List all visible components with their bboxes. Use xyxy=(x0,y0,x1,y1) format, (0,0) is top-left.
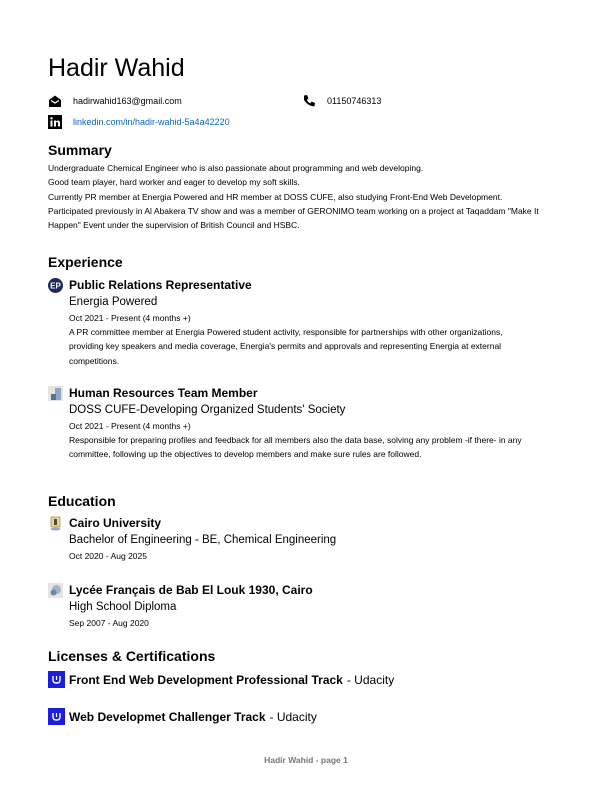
experience-item xyxy=(48,277,548,368)
summary-line: Participated previously in Al Abakera TV show and was a member of GERONIMO team working on a project at Taqaddam "Make It Happen" Event under the supervision of British Council and HSBC. xyxy=(48,205,539,231)
job-title: Human Resources Team Member xyxy=(69,386,258,400)
certification-name: Front End Web Development Professional Track xyxy=(69,672,343,687)
certification-item xyxy=(48,708,317,725)
certification-issuer: - Udacity xyxy=(269,709,317,724)
page-footer: Hadir Wahid - page 1 xyxy=(264,755,348,765)
company: DOSS CUFE-Developing Organized Students' Society xyxy=(69,404,346,416)
certification-issuer: - Udacity xyxy=(346,672,395,687)
summary-text xyxy=(48,161,548,232)
certifications-heading: Licenses & Certifications xyxy=(48,648,216,664)
envelope-icon xyxy=(48,94,62,108)
experience-item xyxy=(48,385,548,462)
phone: 01150746313 xyxy=(327,96,382,106)
svg-text:EP: EP xyxy=(50,281,61,290)
job-title: Public Relations Representative xyxy=(69,278,252,292)
linkedin-row xyxy=(48,115,230,129)
phone-icon xyxy=(302,94,316,108)
certification-item xyxy=(48,671,394,688)
degree: High School Diploma xyxy=(69,601,177,613)
school-name: Cairo University xyxy=(69,516,162,530)
school-name: Lycée Français de Bab El Louk 1930, Cairo xyxy=(69,583,313,597)
cairo-university-logo-icon xyxy=(48,516,63,531)
linkedin-link[interactable]: linkedin.com/in/hadir-wahid-5a4a42220 xyxy=(73,117,230,127)
experience-heading: Experience xyxy=(48,254,123,270)
job-dates: Oct 2021 - Present (4 months +) xyxy=(69,313,191,323)
education-item xyxy=(48,515,548,563)
profile-name: Hadir Wahid xyxy=(48,54,185,82)
energia-logo-icon xyxy=(48,278,63,293)
summary-line: Currently PR member at Energia Powered and HR member at DOSS CUFE, also studying Front-End Web Development. xyxy=(48,191,503,202)
education-dates: Sep 2007 - Aug 2020 xyxy=(69,618,149,628)
certification-name: Web Developmet Challenger Track xyxy=(69,709,266,724)
job-description: Responsible for preparing profiles and feedback for all members also the data base, solving any problem -if there- in any committee, following up the objectives to develop members and make sure rules are followed. xyxy=(69,435,522,460)
udacity-logo-icon xyxy=(48,671,65,688)
summary-line: Undergraduate Chemical Engineer who is also passionate about programming and web developing. xyxy=(48,163,424,173)
job-description: A PR committee member at Energia Powered student activity, responsible for partnerships with other organizations, providing key speakers and media coverage, Energia's permits and approvals and representing Energia at external competitions. xyxy=(69,327,503,366)
company: Energia Powered xyxy=(69,296,158,308)
udacity-logo-icon xyxy=(48,708,65,725)
education-item xyxy=(48,582,548,630)
education-dates: Oct 2020 - Aug 2025 xyxy=(69,551,147,561)
email[interactable]: hadirwahid163@gmail.com xyxy=(73,96,182,106)
linkedin-icon xyxy=(48,115,62,129)
doss-logo-icon xyxy=(48,386,63,401)
degree: Bachelor of Engineering - BE, Chemical Engineering xyxy=(69,534,337,546)
email-row xyxy=(48,94,182,108)
phone-row xyxy=(302,94,381,108)
summary-line: Good team player, hard worker and eager to develop my soft skills. xyxy=(48,177,300,188)
summary-heading: Summary xyxy=(48,142,112,158)
lycee-logo-icon xyxy=(48,583,63,598)
education-heading: Education xyxy=(48,493,116,509)
job-dates: Oct 2021 - Present (4 months +) xyxy=(69,421,191,431)
